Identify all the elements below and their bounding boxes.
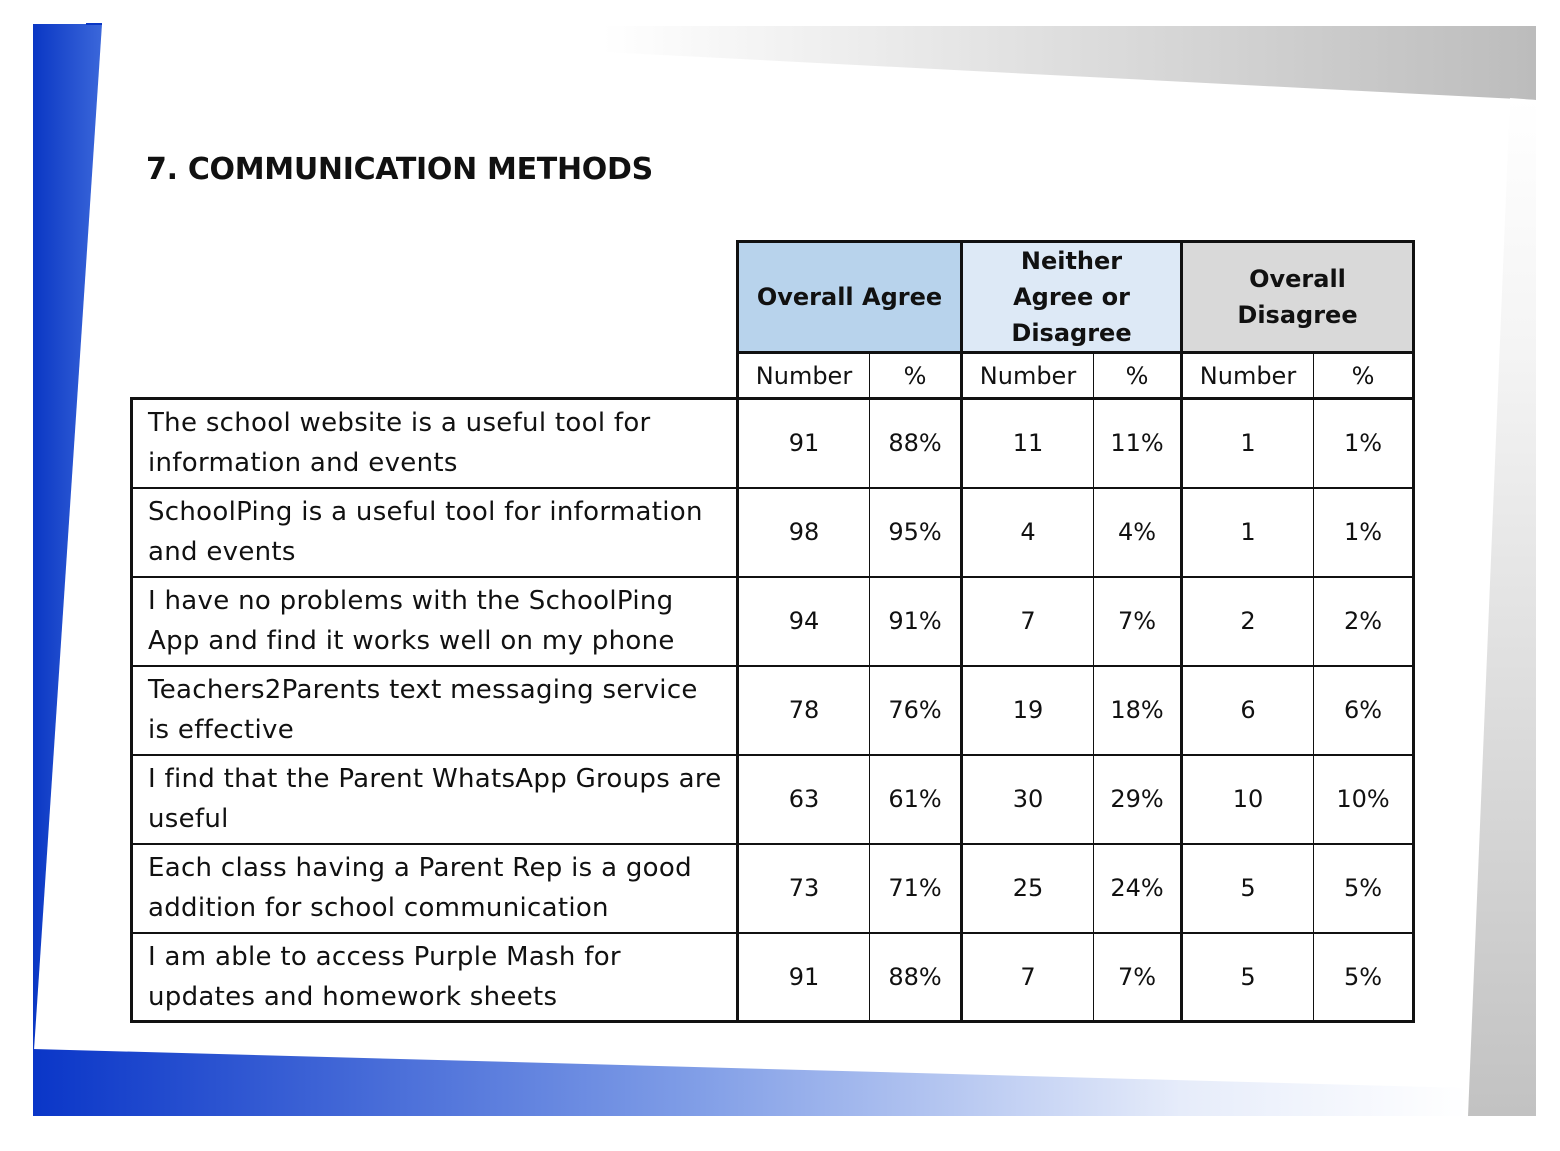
neither-number-cell: 19 <box>962 666 1094 755</box>
agree-number-cell: 94 <box>738 577 870 666</box>
disagree-number-cell: 1 <box>1182 488 1314 577</box>
subheader-spacer <box>132 353 738 399</box>
neither-number-cell: 30 <box>962 755 1094 844</box>
disagree-number-cell: 2 <box>1182 577 1314 666</box>
subheader-neither-percent: % <box>1094 353 1182 399</box>
bottom-border-band <box>33 1049 1468 1116</box>
header-spacer <box>132 242 738 353</box>
disagree-percent-cell: 1% <box>1314 488 1414 577</box>
neither-number-cell: 4 <box>962 488 1094 577</box>
disagree-number-cell: 10 <box>1182 755 1314 844</box>
subheader-agree-percent: % <box>870 353 962 399</box>
disagree-percent-cell: 5% <box>1314 844 1414 933</box>
neither-number-cell: 7 <box>962 933 1094 1022</box>
disagree-number-cell: 6 <box>1182 666 1314 755</box>
subheader-agree-number: Number <box>738 353 870 399</box>
agree-number-cell: 91 <box>738 399 870 488</box>
group-header-row <box>132 242 1414 353</box>
disagree-percent-cell: 2% <box>1314 577 1414 666</box>
agree-percent-cell: 71% <box>870 844 962 933</box>
neither-number-cell: 11 <box>962 399 1094 488</box>
survey-table-body <box>132 399 1414 1022</box>
group-header-agree: Overall Agree <box>738 242 962 353</box>
disagree-number-cell: 1 <box>1182 399 1314 488</box>
disagree-number-cell: 5 <box>1182 933 1314 1022</box>
question-cell: I have no problems with the SchoolPing App and find it works well on my phone <box>132 577 738 666</box>
neither-percent-cell: 7% <box>1094 577 1182 666</box>
question-cell: SchoolPing is a useful tool for information and events <box>132 488 738 577</box>
table-row <box>132 933 1414 1022</box>
question-cell: I find that the Parent WhatsApp Groups are useful <box>132 755 738 844</box>
table-row <box>132 844 1414 933</box>
top-border-band <box>100 26 1536 100</box>
right-border-band <box>1468 98 1536 1116</box>
subheader-disagree-percent: % <box>1314 353 1414 399</box>
table-row <box>132 488 1414 577</box>
subheader-neither-number: Number <box>962 353 1094 399</box>
agree-number-cell: 78 <box>738 666 870 755</box>
subheader-disagree-number: Number <box>1182 353 1314 399</box>
table-row <box>132 577 1414 666</box>
disagree-percent-cell: 5% <box>1314 933 1414 1022</box>
agree-percent-cell: 91% <box>870 577 962 666</box>
neither-percent-cell: 29% <box>1094 755 1182 844</box>
agree-number-cell: 63 <box>738 755 870 844</box>
neither-percent-cell: 24% <box>1094 844 1182 933</box>
subheader-row <box>132 353 1414 399</box>
agree-percent-cell: 88% <box>870 933 962 1022</box>
agree-percent-cell: 61% <box>870 755 962 844</box>
neither-number-cell: 7 <box>962 577 1094 666</box>
survey-table <box>130 240 1415 1023</box>
neither-percent-cell: 11% <box>1094 399 1182 488</box>
group-header-neither: Neither Agree or Disagree <box>962 242 1182 353</box>
table-row <box>132 755 1414 844</box>
neither-percent-cell: 18% <box>1094 666 1182 755</box>
question-cell: The school website is a useful tool for information and events <box>132 399 738 488</box>
table-row <box>132 399 1414 488</box>
agree-number-cell: 91 <box>738 933 870 1022</box>
neither-number-cell: 25 <box>962 844 1094 933</box>
disagree-percent-cell: 1% <box>1314 399 1414 488</box>
agree-percent-cell: 76% <box>870 666 962 755</box>
agree-percent-cell: 88% <box>870 399 962 488</box>
question-cell: I am able to access Purple Mash for updates and homework sheets <box>132 933 738 1022</box>
group-header-disagree: Overall Disagree <box>1182 242 1414 353</box>
agree-number-cell: 98 <box>738 488 870 577</box>
agree-number-cell: 73 <box>738 844 870 933</box>
disagree-percent-cell: 10% <box>1314 755 1414 844</box>
disagree-percent-cell: 6% <box>1314 666 1414 755</box>
left-border-band <box>33 24 102 1050</box>
neither-percent-cell: 7% <box>1094 933 1182 1022</box>
page-title: 7. COMMUNICATION METHODS <box>146 152 653 187</box>
disagree-number-cell: 5 <box>1182 844 1314 933</box>
question-cell: Each class having a Parent Rep is a good addition for school communication <box>132 844 738 933</box>
table-row <box>132 666 1414 755</box>
question-cell: Teachers2Parents text messaging service is effective <box>132 666 738 755</box>
neither-percent-cell: 4% <box>1094 488 1182 577</box>
agree-percent-cell: 95% <box>870 488 962 577</box>
